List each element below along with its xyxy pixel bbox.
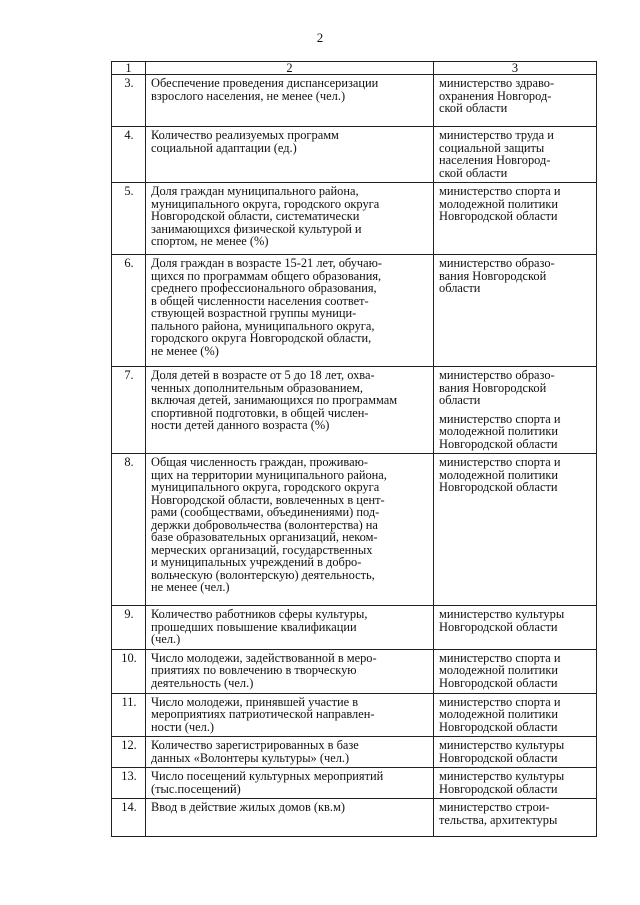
authority-line: министерство культуры [439,769,565,783]
authority-block [439,77,592,115]
column-number-row [112,62,597,75]
description-line: Общая численность граждан, проживаю- [151,455,369,469]
description-line: вольческую (волонтерскую) деятельность, [151,567,375,582]
table-row [112,127,597,183]
authority-block [439,739,592,764]
table-row [112,799,597,837]
authority-line: молодежной политики [439,196,558,211]
authority-block [439,652,592,690]
column-header-1: 1 [112,62,146,75]
page-number: 2 [316,30,324,45]
authority-line: населения Новгород- [439,153,551,167]
description-line: не менее (%) [151,343,219,358]
authority-line: Новгородской области [439,675,558,690]
indicator-description [146,183,434,255]
row-number: 3. [112,75,146,127]
indicator-description [146,367,434,454]
table-row [112,649,597,693]
responsible-authority [434,768,597,799]
authority-line: министерство спорта и [439,455,561,469]
description-line: Ввод в действие жилых домов (кв.м) [151,800,345,814]
authority-line: министерство образо- [439,256,555,270]
authority-line: ской области [439,165,508,180]
responsible-authority [434,799,597,837]
responsible-authority [434,367,597,454]
row-number: 9. [112,606,146,650]
row-number: 11. [112,693,146,737]
description-line: городского округа Новгородской области, [151,331,372,345]
authority-block [439,608,592,633]
authority-line: Новгородской области [439,209,558,223]
authority-line: Новгородской области [439,781,558,796]
indicator-description [146,127,434,183]
description-line: базе образовательных организаций, неком- [151,530,378,544]
responsible-authority [434,127,597,183]
table-row [112,183,597,255]
description-line: (чел.) [151,632,181,646]
table-row [112,606,597,650]
table-row [112,367,597,454]
indicator-description [146,606,434,650]
authority-block [439,185,592,223]
authority-line: молодежной политики [439,663,558,677]
authority-line: тельства, архитектуры [439,812,558,827]
description-line: (тыс.посещений) [151,781,241,796]
description-line: Число посещений культурных мероприятий [151,769,384,783]
table-row [112,737,597,768]
description-line: среднего профессионального образования, [151,281,377,295]
indicator-description [146,75,434,127]
responsible-authority [434,693,597,737]
row-number: 6. [112,255,146,367]
authority-line: министерство спорта и [439,694,561,709]
authority-line: Новгородской области [439,436,558,451]
description-line: Доля граждан в возрасте 15-21 лет, обучаю- [151,256,383,270]
description-line: спортивной подготовки, в общей числен- [151,405,369,420]
authority-line: министерство культуры [439,738,565,752]
authority-line: министерство здраво- [439,76,555,90]
authority-line: министерство спорта и [439,184,561,198]
description-line: взрослого населения, не менее (чел.) [151,88,346,103]
description-line: и муниципальных учреждений в добро- [151,555,362,569]
description-line: Количество зарегистрированных в базе [151,738,359,752]
description-line: муниципального округа, городского округа [151,196,380,211]
authority-line: министерство труда и [439,128,554,142]
authority-line: молодежной политики [439,467,558,482]
description-line: Количество реализуемых программ [151,128,339,142]
description-line: прошедших повышение квалификации [151,619,357,634]
authority-line: области [439,393,481,407]
indicator-description [146,693,434,737]
row-number: 5. [112,183,146,255]
row-number: 7. [112,367,146,454]
responsible-authority [434,454,597,606]
authority-block [439,801,592,826]
row-number: 12. [112,737,146,768]
responsible-authority [434,606,597,650]
description-line: деятельность (чел.) [151,675,254,690]
description-line: Число молодежи, задействованной в меро- [151,650,377,665]
responsible-authority [434,183,597,255]
authority-line: Новгородской области [439,480,558,494]
description-line: Новгородской области, систематически [151,209,360,223]
authority-line: Новгородской области [439,619,558,634]
responsible-authority [434,255,597,367]
authority-line: молодежной политики [439,424,558,438]
table-row [112,693,597,737]
row-number: 10. [112,649,146,693]
authority-line: вания Новгородской [439,268,547,283]
authority-line: министерство спорта и [439,650,561,665]
description-line: ствующей возрастной группы муници- [151,306,357,320]
authority-line: вания Новгородской [439,380,547,395]
description-line: занимающихся физической культурой и [151,221,362,236]
table-body [112,75,597,837]
indicator-description [146,768,434,799]
authority-block [439,696,592,734]
description-line: ности детей данного возраста (%) [151,418,330,432]
table-row [112,255,597,367]
indicator-description [146,255,434,367]
responsible-authority [434,75,597,127]
table-row [112,454,597,606]
authority-line: министерство спорта и [439,411,561,426]
description-line: спортом, не менее (%) [151,234,269,248]
authority-line: молодежной политики [439,707,558,721]
indicators-table [111,61,597,837]
description-line: мерческих организаций, государственных [151,542,373,557]
authority-line: ской области [439,101,508,115]
description-line: социальной адаптации (ед.) [151,140,297,155]
authority-block [439,369,592,407]
responsible-authority [434,737,597,768]
authority-line: министерство культуры [439,607,565,621]
description-line: пального района, муниципального округа, [151,318,375,333]
authority-line: области [439,281,481,295]
indicator-description [146,454,434,606]
description-line: Доля детей в возрасте от 5 до 18 лет, охва- [151,368,375,382]
description-line: Доля граждан муниципального района, [151,184,359,198]
description-line: не менее (чел.) [151,580,230,594]
column-header-2: 2 [146,62,434,75]
authority-block [439,770,592,795]
authority-line: социальной защиты [439,140,545,155]
description-line: мероприятиях патриотической направлен- [151,707,375,721]
row-number: 13. [112,768,146,799]
description-line: щихся по программам общего образования, [151,268,382,283]
description-line: Новгородской области, вовлеченных в цент- [151,492,385,507]
authority-line: министерство строи- [439,800,550,814]
table-row [112,768,597,799]
authority-line: Новгородской области [439,750,558,765]
description-line: приятиях по вовлечению в творческую [151,663,357,677]
indicator-description [146,737,434,768]
description-line: Число молодежи, принявшей участие в [151,694,359,709]
authority-block [439,456,592,494]
description-line: ности (чел.) [151,719,215,734]
authority-block [439,257,592,295]
description-line: щих на территории муниципального района, [151,467,387,482]
authority-line: министерство образо- [439,368,555,382]
description-line: данных «Волонтеры культуры» (чел.) [151,750,350,765]
authority-block [439,129,592,179]
row-number: 4. [112,127,146,183]
row-number: 8. [112,454,146,606]
description-line: муниципального округа, городского округа [151,480,380,494]
description-line: включая детей, занимающихся по программам [151,393,398,407]
responsible-authority [434,649,597,693]
description-line: ченных дополнительным образованием, [151,380,363,395]
row-number: 14. [112,799,146,837]
column-header-3: 3 [434,62,597,75]
description-line: в общей численности населения соответ- [151,293,369,308]
indicator-description [146,799,434,837]
indicator-description [146,649,434,693]
authority-line: Новгородской области [439,719,558,734]
authority-line: охранения Новгород- [439,88,552,103]
description-line: рами (сообществами, объединениями) под- [151,505,380,519]
description-line: держки добровольчества (волонтерства) на [151,517,378,532]
authority-block [439,413,592,451]
table-row [112,75,597,127]
description-line: Обеспечение проведения диспансеризации [151,76,379,90]
description-line: Количество работников сферы культуры, [151,607,368,621]
